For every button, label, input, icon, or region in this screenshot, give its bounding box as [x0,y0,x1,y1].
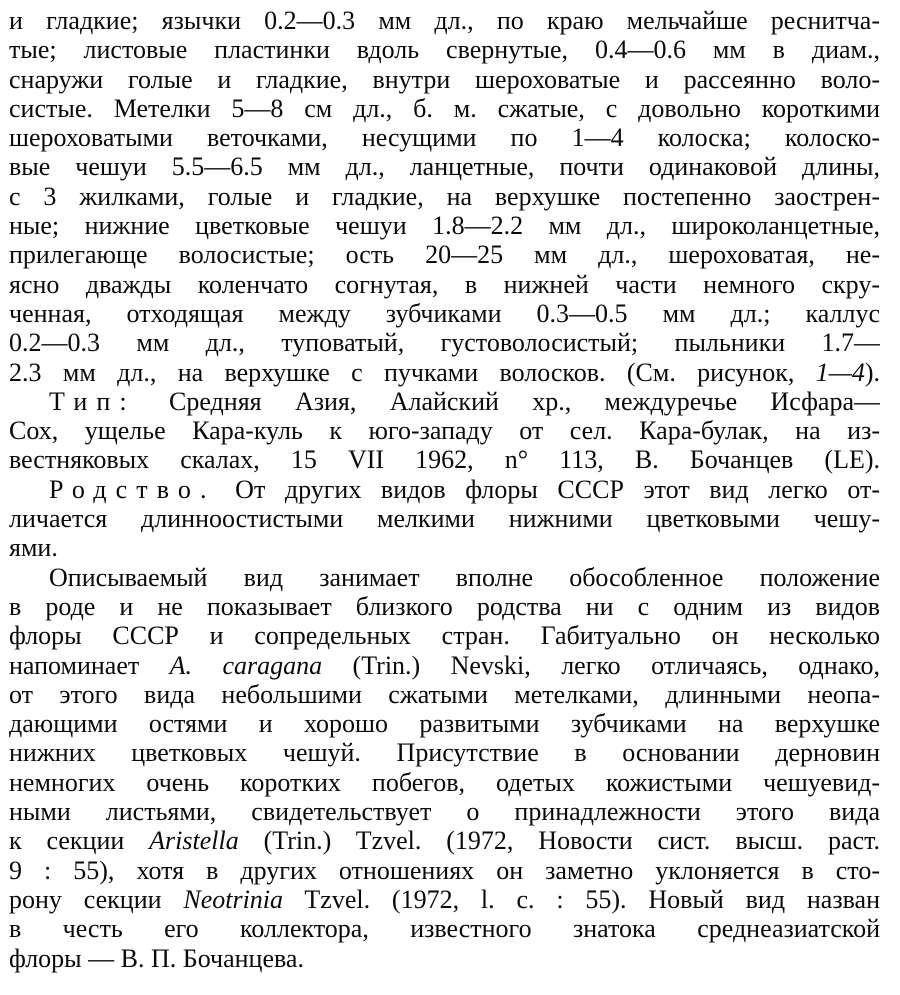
text-line [9,768,880,797]
text-segment: в роде и не показывает близкого родства ни с одним из видов [9,591,880,621]
text-segment: тые; листовые пластинки вдоль свернутые, 0.4—0.6 мм в диам., [9,35,880,65]
text-line [9,123,880,152]
document-lines [9,6,880,973]
text-segment: вестняковых скалах, 15 VII 1962, n° 113, В. Бочанцев (LE). [9,445,880,475]
text-line [9,533,880,562]
text-segment: ными листьями, свидетельствует о принадлежности этого вида [9,797,880,827]
text-line [9,445,880,474]
text-line [9,885,880,914]
text-segment: систые. Метелки 5—8 см дл., б. м. сжатые, с довольно короткими [9,93,880,123]
text-segment: вые чешуи 5.5—6.5 мм дл., ланцетные, почти одинаковой длины, [9,152,880,182]
italic-text: Neotrinia [183,884,284,914]
text-segment: Родство. [49,474,216,504]
text-line [9,270,880,299]
text-segment: 9 : 55), хотя в других отношениях он заметно уклоняется в сто- [9,855,880,885]
text-segment: ями. [9,533,58,563]
text-segment: флоры СССР и сопредельных стран. Габитуально он несколько [9,621,880,651]
text-segment: Средняя Азия, Алайский хр., междуречье Исфара— [135,386,880,416]
text-line [9,94,880,123]
text-line [9,387,880,416]
text-segment: от этого вида небольшими сжатыми метелками, длинными неопа- [9,679,880,709]
text-segment: личается длинноостистыми мелкими нижними цветковыми чешу- [9,504,880,534]
text-segment: немногих очень коротких побегов, одетых кожистыми чешуевид- [9,767,880,797]
text-segment: ясно дважды коленчато согнутая, в нижней части немного скру- [9,269,880,299]
italic-text: A. caragana [169,650,323,680]
text-segment: прилегающе волосистые; ость 20—25 мм дл., шероховатая, не- [9,240,880,270]
text-segment: (Trin.) Nevski, легко отличаясь, однако, [322,650,880,680]
text-segment: с 3 жилками, голые и гладкие, на верхушке постепенно заострен- [9,181,880,211]
text-line [9,709,880,738]
text-segment: и гладкие; язычки 0.2—0.3 мм дл., по краю мельчайше реснитча- [9,6,880,35]
italic-text: Aristella [149,826,239,856]
text-segment: ченная, отходящая между зубчиками 0.3—0.5 мм дл.; каллус [9,298,880,328]
text-line [9,152,880,181]
text-line [9,35,880,64]
text-line [9,299,880,328]
text-segment: нижних цветковых чешуй. Присутствие в основании дерновин [9,738,880,768]
text-segment: в честь его коллектора, известного знатока среднеазиатской [9,914,880,944]
text-line [9,680,880,709]
text-line [9,621,880,650]
text-line [9,504,880,533]
text-line [9,6,880,35]
text-segment: дающими остями и хорошо развитыми зубчиками на верхушке [9,709,880,739]
italic-text: 1—4 [815,357,865,387]
text-segment: От других видов флоры СССР этот вид легко от- [215,474,880,504]
text-line [9,856,880,885]
text-line [9,914,880,943]
text-line [9,826,880,855]
text-line [9,65,880,94]
text-line [9,738,880,767]
text-line [9,592,880,621]
text-segment: (Trin.) Tzvel. (1972, Новости сист. высш. раст. [238,826,880,856]
text-segment: Тип: [49,386,136,416]
text-segment: ные; нижние цветковые чешуи 1.8—2.2 мм дл., широколанцетные, [9,211,880,241]
text-line [9,182,880,211]
text-line [9,475,880,504]
text-segment: шероховатыми веточками, несущими по 1—4 колоска; колоско- [9,123,880,153]
text-segment: снаружи голые и гладкие, внутри шероховатые и рассеянно воло- [9,64,880,94]
text-segment: к секции [9,826,150,856]
text-line [9,416,880,445]
text-line [9,563,880,592]
text-segment: рону секции [9,884,184,914]
text-segment: напоминает [9,650,170,680]
text-segment: ). [864,357,880,387]
text-line [9,651,880,680]
text-line [9,358,880,387]
text-line [9,211,880,240]
text-segment: флоры — В. П. Бочанцева. [9,943,304,973]
text-line [9,240,880,269]
text-segment: Сох, ущелье Кара-куль к юго-западу от сел. Кара-булак, на из- [9,416,880,446]
text-segment: 0.2—0.3 мм дл., туповатый, густоволосистый; пыльники 1.7— [9,328,880,358]
text-segment: Tzvel. (1972, l. c. : 55). Новый вид назван [283,884,880,914]
text-line [9,944,880,973]
text-line [9,797,880,826]
text-line [9,328,880,357]
text-segment: Описываемый вид занимает вполне обособленное положение [49,562,880,592]
text-segment: 2.3 мм дл., на верхушке с пучками волосков. (См. рисунок, [9,357,816,387]
